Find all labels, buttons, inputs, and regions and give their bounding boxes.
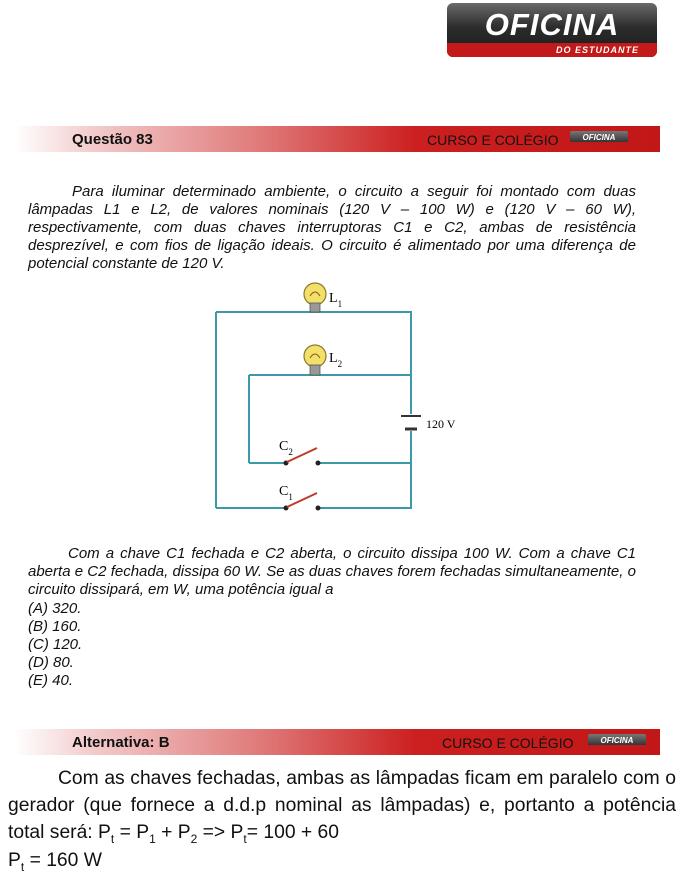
switch-c2-label: $C_2$ — [279, 439, 293, 457]
answer-explanation — [8, 765, 676, 853]
mini-logo-text: OFICINA — [600, 736, 634, 745]
answer-text-body: Com as chaves fechadas, ambas as lâmpadas ficam em paralelo com o gerador (que fornece a d.d.p nominal as lâmpadas) e, portanto a potência total será: — [8, 768, 676, 843]
option-c: (C) 120. — [28, 636, 83, 653]
lamp-l1-icon — [304, 283, 326, 312]
answer-choice: Alternativa: B — [72, 734, 170, 751]
circuit-diagram — [200, 278, 480, 518]
option-e: (E) 40. — [28, 672, 74, 689]
battery-icon — [401, 416, 421, 429]
question-header-school: CURSO E COLÉGIO — [427, 132, 559, 148]
answer-text — [8, 765, 676, 853]
option-b: (B) 160. — [28, 618, 82, 635]
question-statement — [28, 545, 636, 599]
logo-name: OFICINA — [484, 7, 620, 42]
mini-logo-stripe — [588, 745, 646, 748]
question-number: Questão 83 — [72, 131, 153, 148]
switch-c1-label: $C_1$ — [279, 484, 293, 502]
lamp-l2-icon — [304, 345, 326, 375]
answer-result: $P_t = 160$ W — [8, 850, 102, 874]
lamp-l2-label: $L_2$ — [329, 351, 343, 369]
question-intro — [28, 183, 636, 273]
lamp-l1-label: $L_1$ — [329, 291, 343, 309]
answer-header-school: CURSO E COLÉGIO — [442, 735, 574, 751]
option-a: (A) 320. — [28, 600, 82, 617]
answer-formula: $P_t = P_1 + P_2 => P_t= 100 + 60$ — [98, 822, 339, 846]
oficina-logo — [447, 3, 657, 57]
answer-header-bar — [14, 729, 660, 755]
answer-header-mini-logo — [588, 734, 646, 748]
circuit-wires — [216, 312, 411, 508]
logo-tagline: DO ESTUDANTE — [447, 43, 657, 57]
source-label: 120 V — [426, 417, 456, 431]
question-statement-text: Com a chave C1 fechada e C2 aberta, o circuito dissipa 100 W. Com a chave C1 aberta e C2 fechada, dissipa 60 W. Se as duas chaves forem fechadas simultaneamente, o circuito dissipará, em W, uma potência igual a — [28, 545, 636, 598]
question-header-mini-logo — [570, 131, 628, 145]
mini-logo-stripe — [570, 142, 628, 145]
question-intro-text: Para iluminar determinado ambiente, o circuito a seguir foi montado com duas lâmpadas L1 e L2, de valores nominais (120 V – 100 W) e (120 V – 60 W), respectivamente, com duas chaves interruptoras C1 e C2, ambas de resistência desprezível, e com fios de ligação ideais. O circuito é alimentado por uma diferença de potencial constante de 120 V. — [28, 183, 636, 272]
question-header-bar — [14, 126, 660, 152]
option-d: (D) 80. — [28, 654, 74, 671]
mini-logo-text: OFICINA — [582, 133, 616, 142]
